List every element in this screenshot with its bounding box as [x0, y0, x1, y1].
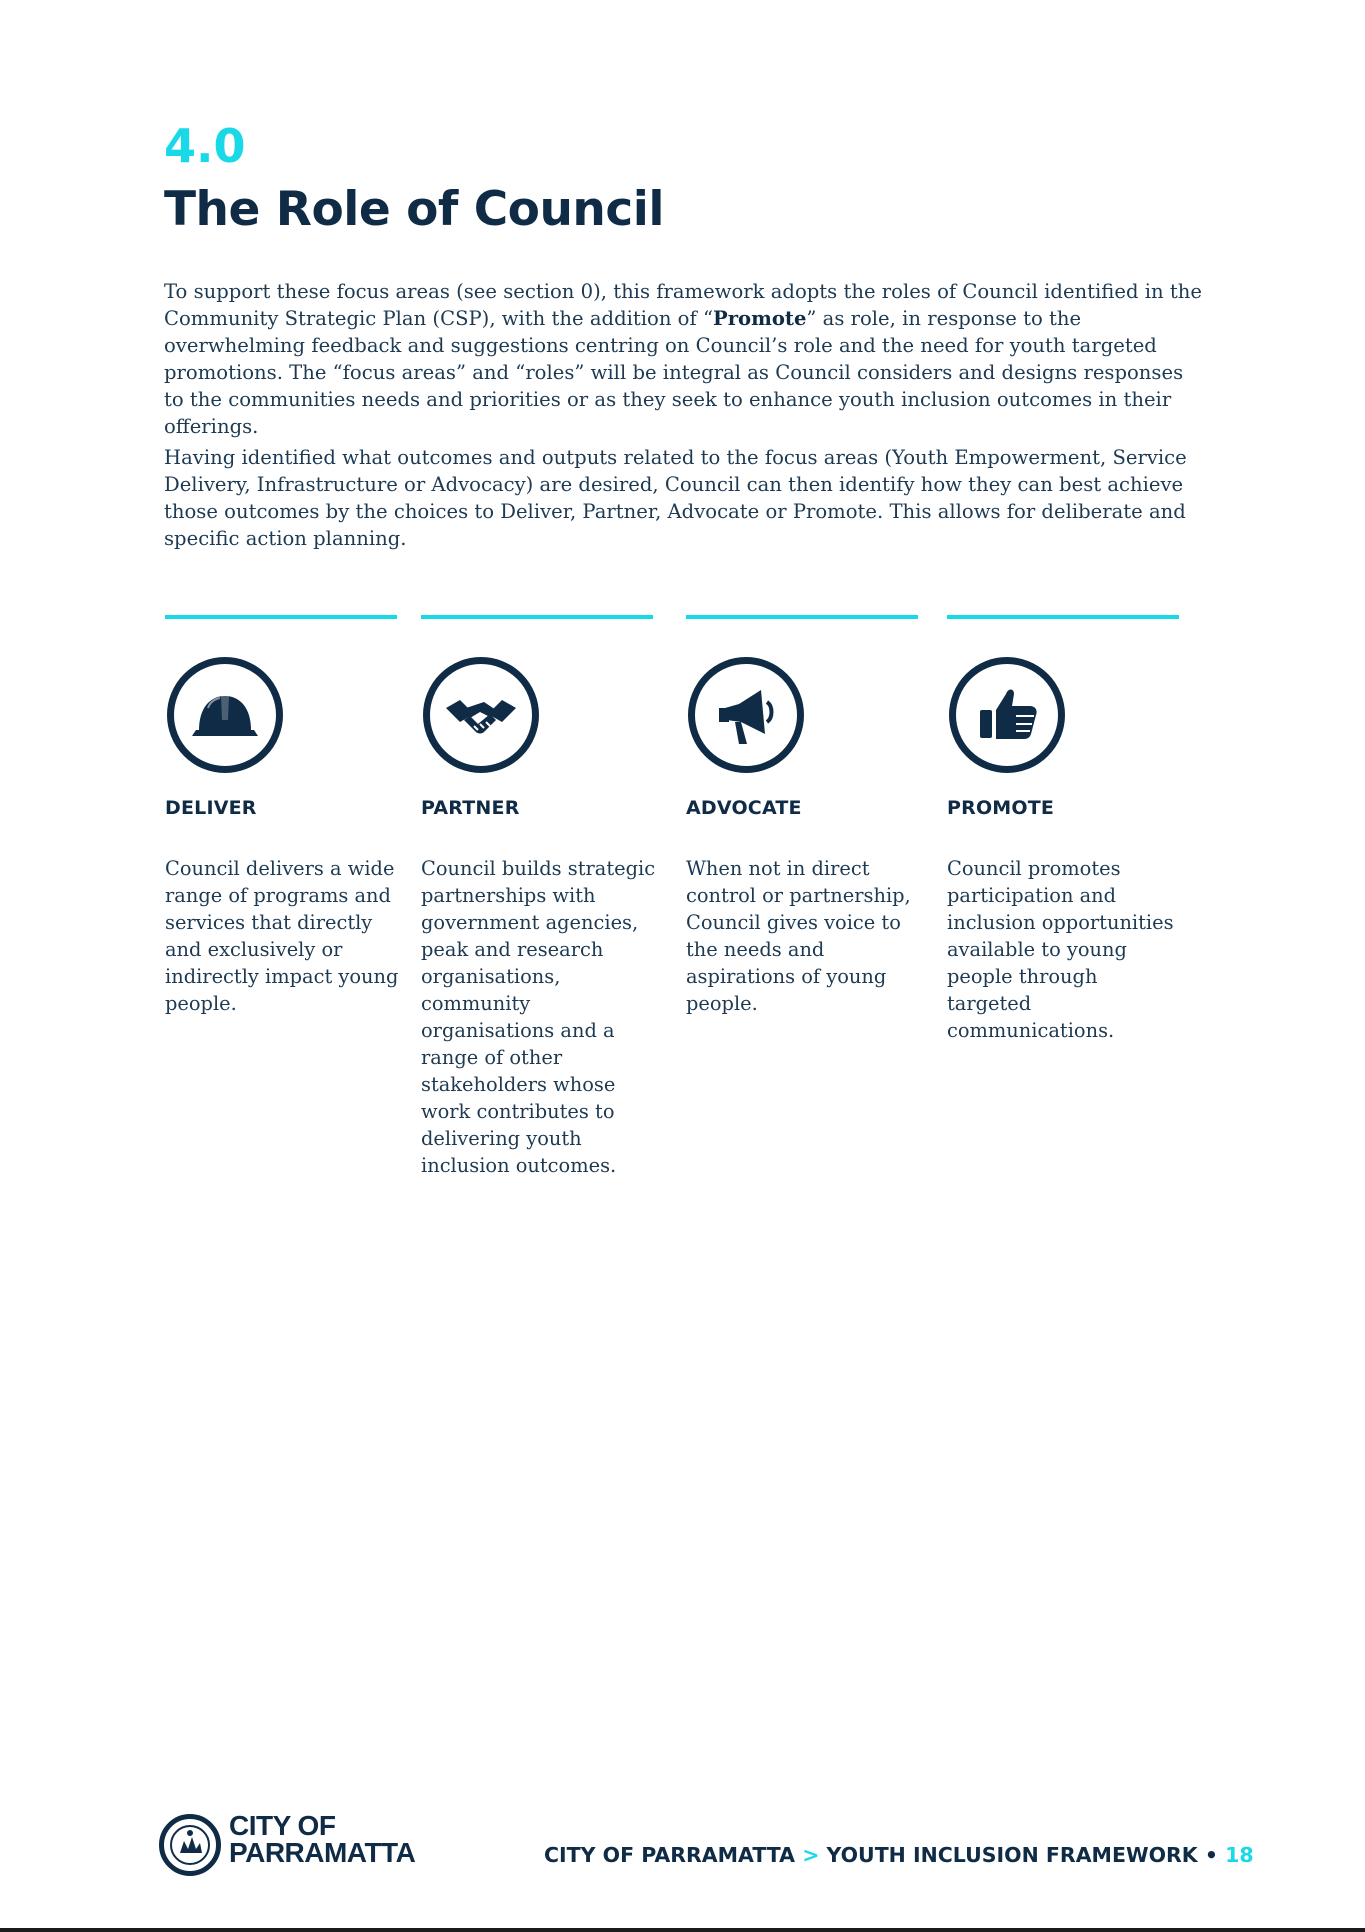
role-title: PROMOTE: [947, 797, 1055, 819]
role-description: Council builds strategic partnerships with government agencies, peak and research organisations, community organisations and a range of other stakeholders whose work contributes to delivering youth inclusion outcomes.: [421, 857, 656, 1177]
section-title: The Role of Council: [164, 182, 664, 237]
city-seal-icon: [159, 1814, 221, 1876]
role-accent-rule: [947, 615, 1179, 619]
footer-org: CITY OF PARRAMATTA: [544, 1843, 796, 1867]
intro-paragraph-bold: Promote: [712, 307, 807, 330]
role-accent-rule: [686, 615, 918, 619]
role-deliver: [165, 615, 401, 1015]
role-advocate: [686, 615, 922, 1015]
role-partner: [421, 615, 657, 1177]
role-accent-rule: [421, 615, 653, 619]
role-title: ADVOCATE: [686, 797, 802, 819]
megaphone-icon: [688, 657, 804, 773]
role-title: PARTNER: [421, 797, 520, 819]
handshake-icon: [423, 657, 539, 773]
footer-bullet: •: [1204, 1843, 1218, 1867]
footer-separator: >: [802, 1843, 820, 1867]
logo-line-1: CITY OF: [229, 1810, 336, 1841]
logo-line-2: PARRAMATTA: [229, 1837, 416, 1868]
footer-doc-title: YOUTH INCLUSION FRAMEWORK: [826, 1843, 1198, 1867]
role-description: When not in direct control or partnership, Council gives voice to the needs and aspirations of young people.: [686, 857, 911, 1015]
role-title: DELIVER: [165, 797, 257, 819]
planning-paragraph: Having identified what outcomes and outputs related to the focus areas (Youth Empowerment, Service Delivery, Infrastructure or Advocacy) are desired, Council can then identify how they can best achieve those outcomes by the choices to Deliver, Partner, Advocate or Promote. This allows for deliberate and specific action planning.: [164, 446, 1187, 550]
city-of-parramatta-logo: [159, 1812, 419, 1882]
logo-wordmark: [229, 1812, 415, 1866]
intro-paragraph: [164, 278, 1204, 440]
section-number: 4.0: [164, 119, 246, 173]
role-description: Council delivers a wide range of programs and services that directly and exclusively or indirectly impact young people.: [165, 857, 399, 1015]
hard-hat-icon: [167, 657, 283, 773]
page-number: 18: [1225, 1843, 1254, 1867]
thumbs-up-icon: [949, 657, 1065, 773]
intro-paragraph-part-2: ” as role, in response to the overwhelming feedback and suggestions centring on Council’s role and the need for youth targeted promotions. The “focus areas” and “roles” will be integral as Council considers and designs responses to the communities needs and priorities or as they seek to enhance youth inclusion outcomes in their offerings.: [164, 307, 1184, 438]
intro-paragraph-part-1: To support these focus areas (see section 0), this framework adopts the roles of Council identified in the Community Strategic Plan (CSP), with the addition of “: [164, 280, 1202, 330]
running-footer: [544, 1843, 1254, 1867]
role-description: Council promotes participation and inclusion opportunities available to young people through targeted communications.: [947, 857, 1174, 1042]
role-accent-rule: [165, 615, 397, 619]
page-bottom-border: [0, 1928, 1365, 1932]
role-promote: [947, 615, 1183, 1042]
